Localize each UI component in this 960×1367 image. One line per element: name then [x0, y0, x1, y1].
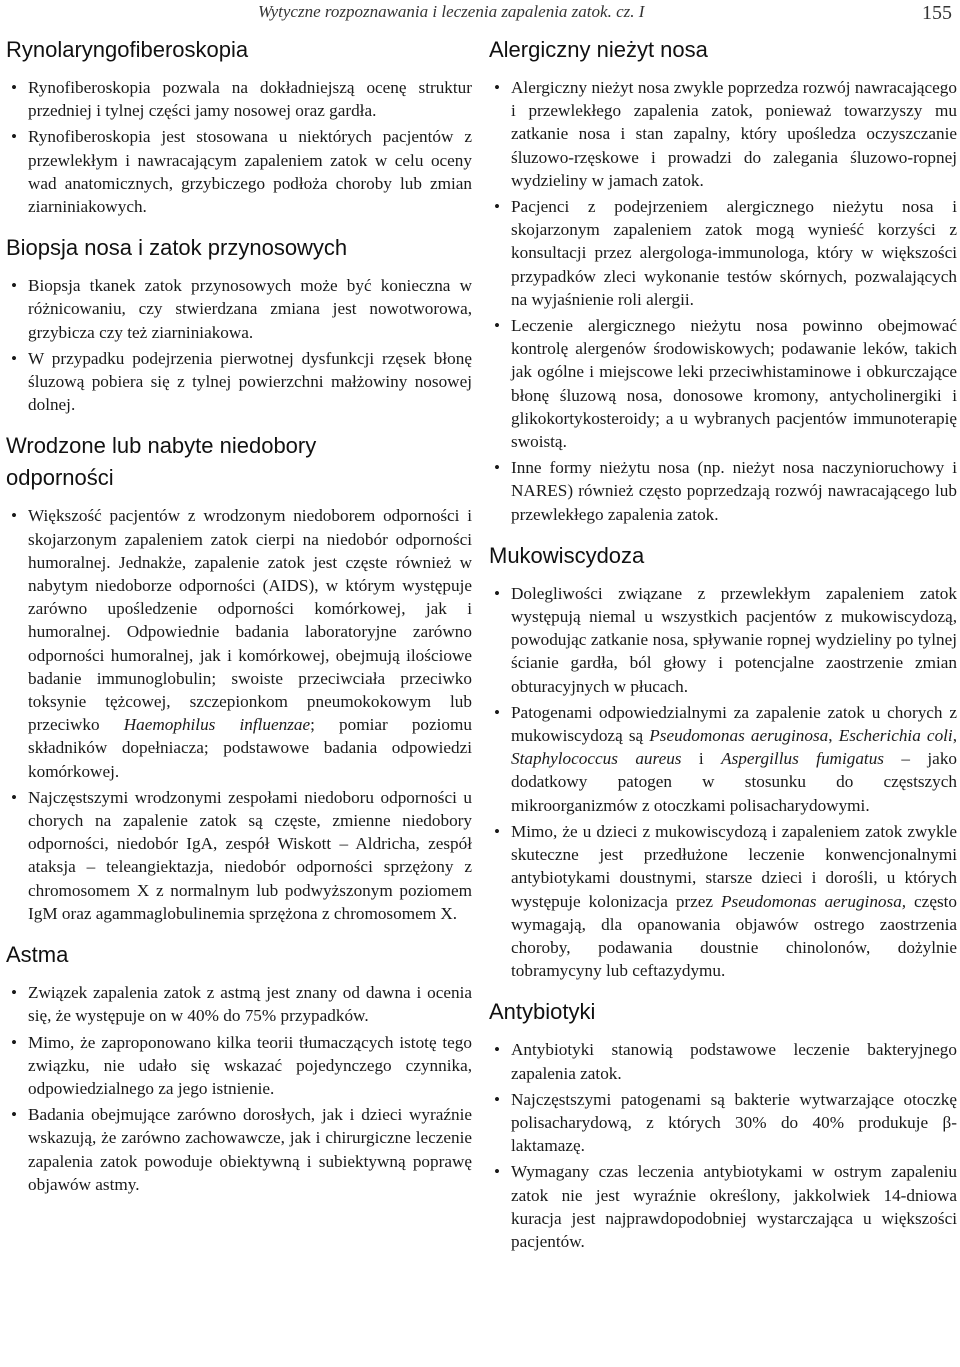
bullet-list: [489, 76, 957, 526]
italic-term: Aspergillus fumigatus: [721, 749, 884, 769]
bullet-list: [489, 582, 957, 982]
text-run: ,: [952, 726, 958, 746]
italic-term: Haemophilus influenzae: [123, 715, 311, 735]
italic-term: Escherichia coli: [838, 726, 953, 746]
right-column: [489, 34, 957, 1256]
list-item: [489, 701, 957, 817]
bullet-list: [489, 1038, 957, 1253]
section-title-mukowiscydoza: Mukowiscydoza: [489, 542, 645, 568]
list-item: • W przypadku podejrzenia pierwotnej dysfunkcji rzęsek błonę śluzową pobiera się z tylnej powierzchni małżowiny nosowej dolnej.: [6, 347, 472, 417]
italic-term: Staphylococcus aureus: [511, 749, 682, 769]
bullet-list: [6, 76, 472, 218]
section-title-antybiotyki: Antybiotyki: [489, 999, 596, 1025]
page-number: 155: [922, 2, 952, 24]
text-run: ,: [828, 726, 839, 746]
list-item: • Najczęstszymi patogenami są bakterie wytwarzające otoczkę polisacharydową, z których 30% do 40% produkuje β-laktamazę.: [489, 1088, 957, 1158]
text-run: Mimo, że u dzieci z mukowiscydozą i zapaleniem zatok zwykle skuteczne jest przedłużone leczenie konwencjonalnymi antybiotykami doustnymi, starsze dzieci i dorośli, u których występuje kolonizacja przez: [511, 821, 957, 911]
text-run: Większość pacjentów z wrodzonym niedoborem odporności i skojarzonym zapaleniem zatok cierpi na niedobór odporności humoralnej. Jednakże, zapalenie zatok jest częste również w nabytym niedoborze odporności (AIDS), w którym występuje zarówno upośledzenie odporności komórkowej, jak i humoralnej. Odpowiednie badania laboratoryjne zarówno odporności humoralnej, jak i komórkowej, obejmują ilościowe badanie immunoglobulin; swoiste przeciwciała przeciwko toksynie tężcowej, szczepionkom pneumokokowym lub przeciwko: [28, 506, 472, 735]
title-line: odporności: [6, 465, 114, 491]
list-item: • Pacjenci z podejrzeniem alergicznego nieżytu nosa i skojarzonym zapaleniem zatok mogą wynieść korzyści z konsultacji przez alergologa-immunologa, który w większości przypadków zleci wykonanie testów skórnych, pozwalających na wyjaśnienie roli alergii.: [489, 195, 957, 311]
left-column: [6, 34, 472, 1199]
section-title-astma: Astma: [6, 942, 69, 968]
bullet-list: [6, 504, 472, 925]
bullet-list: [6, 274, 472, 416]
list-item: • Rynofiberoskopia pozwala na dokładniejszą ocenę struktur przedniej i tylnej części jamy nosowej oraz gardła.: [6, 76, 472, 122]
section-title-alergiczny-niezyt: Alergiczny nieżyt nosa: [489, 37, 708, 62]
list-item: [6, 504, 472, 782]
list-item: • Inne formy nieżytu nosa (np. nieżyt nosa naczynioruchowy i NARES) również często poprzedzają rozwój nawracającego lub przewlekłego zapalenia zatok.: [489, 456, 957, 526]
list-item: • Najczęstszymi wrodzonymi zespołami niedoboru odporności u chorych na zapalenie zatok są częste, zmienne niedobory odporności, niedobór IgA, zespół Wiskott – Aldricha, zespół ataksja – teleangiektazja, niedobór odporności sprzężony z chromosomem X z normalnym lub podwyższonym poziomem IgM oraz agammaglobulinemia sprzężona z chromosomem X.: [6, 786, 472, 925]
list-item: • Leczenie alergicznego nieżytu nosa powinno obejmować kontrolę alergenów środowiskowych; podawanie leków, takich jak ogólne i miejscowe leki przeciwhistaminowe i obkurczające błonę śluzową nosa, donosowe kromony, antycholinergiki i glikokortykosteroidy; a u wybranych pacjentów immunoterapię swoistą.: [489, 314, 957, 453]
list-item: • Wymagany czas leczenia antybiotykami w ostrym zapaleniu zatok nie jest wyraźnie określony, jakkolwiek 14-dniowa kuracja jest najprawdopodobniej wystarczająca u większości pacjentów.: [489, 1160, 957, 1253]
text-run: często wymagają, dla opanowania objawów ostrego zaostrzenia choroby, podawania doustnie chinolonów, dożylnie tobramycyny lub ceftazydymu.: [511, 891, 957, 981]
section-title-niedobory-odpornosci: [6, 430, 472, 494]
page-header: [0, 0, 960, 28]
running-title: Wytyczne rozpoznawania i leczenia zapalenia zatok. cz. I: [258, 2, 645, 21]
list-item: • Alergiczny nieżyt nosa zwykle poprzedza rozwój nawracającego i przewlekłego zapalenia zatok, ponieważ towarzyszy mu zatkanie nosa i stan zapalny, który upośledza oczyszczanie śluzowo-rzęskowe i prowadzi do zalegania śluzowo-ropnej wydzieliny w jamach zatok.: [489, 76, 957, 192]
italic-term: Pseudomonas aeruginosa,: [721, 891, 907, 911]
title-line: Wrodzone lub nabyte niedobory: [6, 433, 317, 459]
list-item: • Rynofiberoskopia jest stosowana u niektórych pacjentów z przewlekłym i nawracającym zapaleniem zatok w celu oceny wad anatomicznych, grzybiczego podłoża choroby lub zmian ziarniniakowych.: [6, 125, 472, 218]
list-item: [489, 820, 957, 982]
list-item: • Antybiotyki stanowią podstawowe leczenie bakteryjnego zapalenia zatok.: [489, 1038, 957, 1084]
text-run: i: [681, 749, 722, 769]
text-run: Patogenami odpowiedzialnymi za zapalenie zatok u chorych z mukowiscydozą są: [511, 702, 957, 746]
list-item: • Mimo, że zaproponowano kilka teorii tłumaczących istotę tego związku, nie udało się wskazać pojedynczego czynnika, odpowiedzialnego za jego istnienie.: [6, 1031, 472, 1101]
section-title-biopsja: Biopsja nosa i zatok przynosowych: [6, 235, 348, 261]
text-run: – jako dodatkowy patogen w stosunku do częstszych mikroorganizmów z otoczkami polisacharydowymi.: [511, 749, 958, 815]
bullet-list: [6, 981, 472, 1196]
section-title-rynolaryngofiberoskopia: Rynolaryngofiberoskopia: [6, 37, 249, 62]
list-item: • Związek zapalenia zatok z astmą jest znany od dawna i ocenia się, że występuje on w 40% do 75% przypadków.: [6, 981, 472, 1027]
list-item: • Dolegliwości związane z przewlekłym zapaleniem zatok występują niemal u wszystkich pacjentów z mukowiscydozą, powodując zatkanie nosa, spływanie ropnej wydzieliny po tylnej ścianie gardła, ból głowy i potencjalne zaostrzenie zmian obturacyjnych w płucach.: [489, 582, 957, 698]
list-item: • Biopsja tkanek zatok przynosowych może być konieczna w różnicowaniu, czy stwierdzana zmiana jest nowotworowa, grzybicza czy też ziarniniakowa.: [6, 274, 472, 344]
list-item: • Badania obejmujące zarówno dorosłych, jak i dzieci wyraźnie wskazują, że zarówno zachowawcze, jak i chirurgiczne leczenie zapalenia zatok powoduje obiektywną i subiektywną poprawę objawów astmy.: [6, 1103, 472, 1196]
italic-term: Pseudomonas aeruginosa: [649, 726, 829, 746]
text-run: ; pomiar poziomu składników dopełniacza; podstawowe badania odpowiedzi komórkowej.: [28, 715, 472, 781]
